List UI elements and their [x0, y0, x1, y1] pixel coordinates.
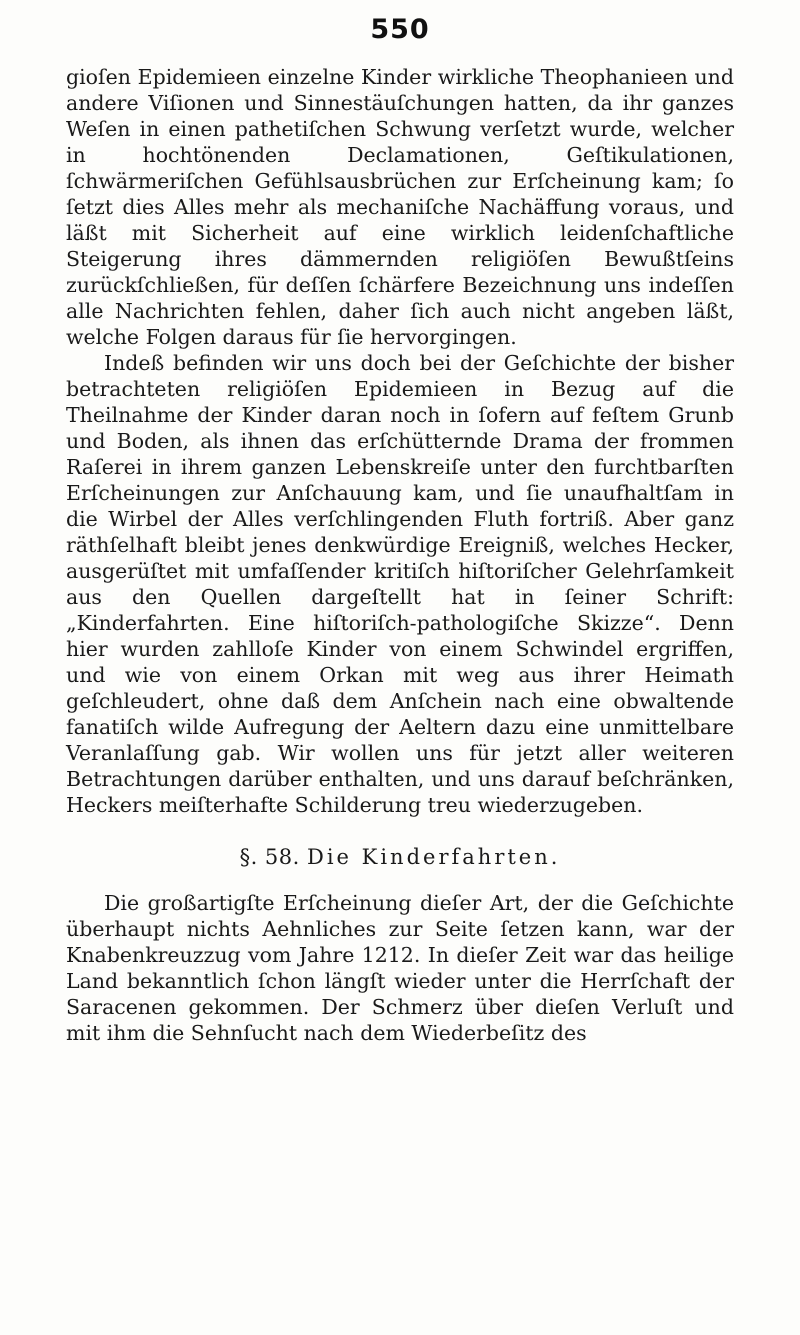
- section-heading: [66, 844, 734, 870]
- section-title: Die Kinderfahrten.: [307, 845, 561, 869]
- body-text: [66, 64, 734, 1046]
- page-number: 550: [370, 14, 430, 45]
- paragraph: Die großartigſte Erſcheinung dieſer Art, der die Geſchichte überhaupt nichts Aehnliches zur Seite ſetzen kann, war der Knabenkreuzzug vom Jahre 1212. In dieſer Zeit war das heilige Land bekanntlich ſchon längſt wieder unter die Herrſchaft der Saracenen gekommen. Der Schmerz über dieſen Verluſt und mit ihm die Sehnſucht nach dem Wiederbeſitz des: [66, 891, 734, 1045]
- paragraph-continued: gioſen Epidemieen einzelne Kinder wirkliche Theophanieen und andere Viſionen und Sinnestäuſchungen hatten, da ihr ganzes Weſen in einen pathetiſchen Schwung verſetzt wurde, welcher in hochtönenden Declamationen, Geſtikulationen, ſchwärmeriſchen Gefühlsausbrüchen zur Erſcheinung kam; ſo ſetzt dies Alles mehr als mechaniſche Nachäffung voraus, und läßt mit Sicherheit auf eine wirklich leidenſchaftliche Steigerung ihres dämmernden religiöſen Bewußtſeins zurückſchließen, für deſſen ſchärfere Bezeichnung uns indeſſen alle Nachrichten fehlen, daher ſich auch nicht angeben läßt, welche Folgen daraus für ſie hervorgingen.: [66, 65, 734, 349]
- paragraph: Indeß befinden wir uns doch bei der Geſchichte der bisher betrachteten religiöſen Epidemieen in Bezug auf die Theilnahme der Kinder daran noch in ſofern auf feſtem Grunb und Boden, als ihnen das erſchütternde Drama der frommen Raſerei in ihrem ganzen Lebenskreiſe unter den furchtbarſten Erſcheinungen zur Anſchauung kam, und ſie unaufhaltſam in die Wirbel der Alles verſchlingenden Fluth fortriß. Aber ganz räthſelhaft bleibt jenes denkwürdige Ereigniß, welches Hecker, ausgerüſtet mit umfaſſender kritiſch hiſtoriſcher Gelehrſamkeit aus den Quellen dargeſtellt hat in ſeiner Schrift: „Kinderfahrten. Eine hiſtoriſch-pathologiſche Skizze“. Denn hier wurden zahlloſe Kinder von einem Schwindel ergriffen, und wie von einem Orkan mit weg aus ihrer Heimath geſchleudert, ohne daß dem Anſchein nach eine obwaltende fanatiſch wilde Aufregung der Aeltern dazu eine unmittelbare Veranlaſſung gab. Wir wollen uns für jetzt aller weiteren Betrachtungen darüber enthalten, und uns darauf beſchränken, Heckers meiſterhafte Schilderung treu wiederzugeben.: [66, 351, 734, 817]
- section-number: §. 58.: [239, 845, 300, 869]
